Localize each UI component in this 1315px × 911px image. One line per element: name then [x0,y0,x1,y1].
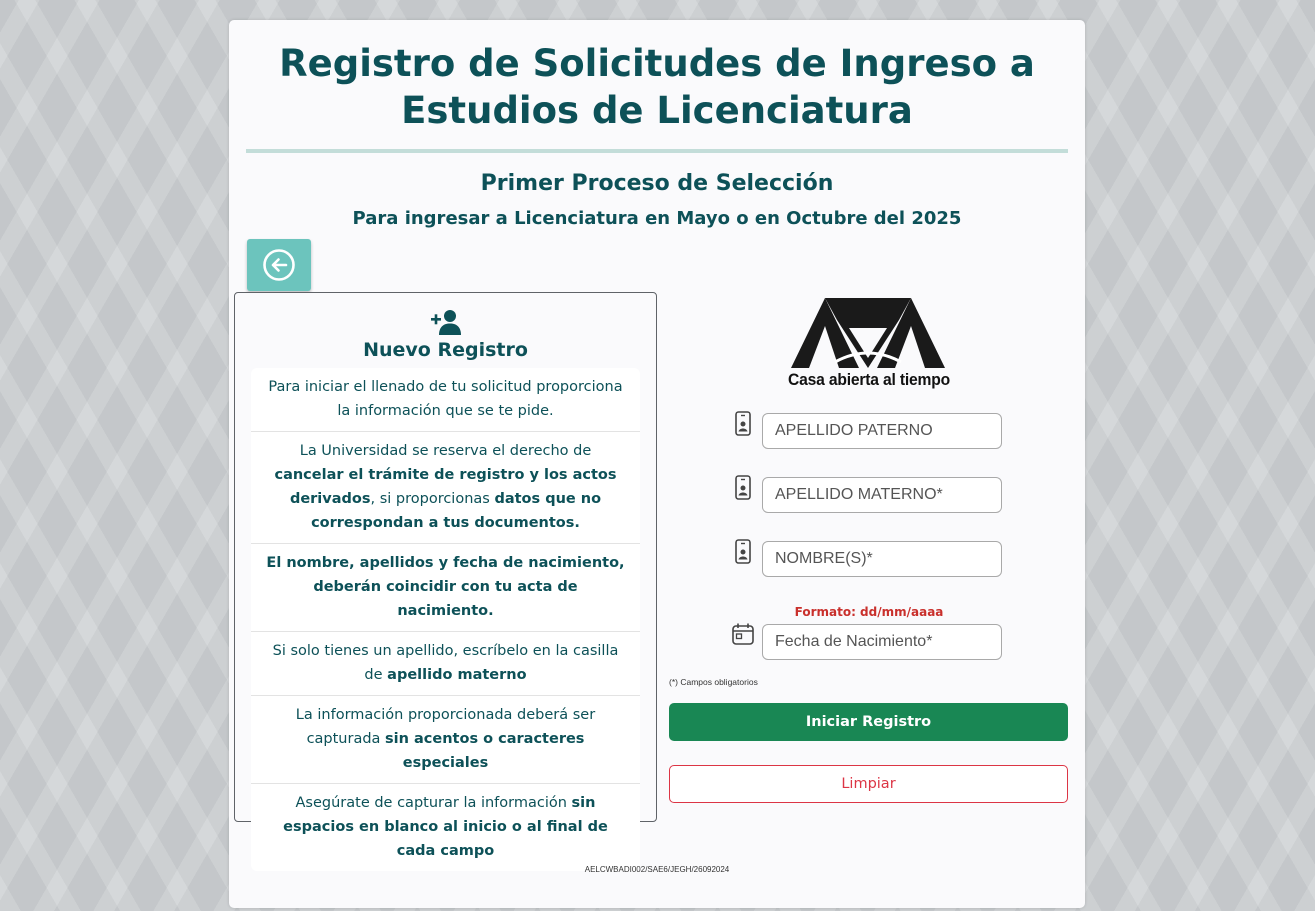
instruction-text: Asegúrate de capturar la información [295,795,572,811]
footer-code: AELCWBADI002/SAE6/JEGH/26092024 [584,865,730,874]
calendar-icon [731,622,755,646]
instruction-text: , si proporcionas [370,491,495,507]
process-subtitle: Primer Proceso de Selección [480,171,834,196]
apellido-paterno-field[interactable] [762,413,1002,449]
start-registration-button[interactable]: Iniciar Registro [669,703,1068,741]
instruction-emphasis: apellido materno [387,667,527,683]
apellido-materno-field[interactable] [762,477,1002,513]
instruction-item [251,784,640,871]
fecha-nacimiento-field[interactable] [762,624,1002,660]
instruction-emphasis: cancelar el trámite de registro y los actos derivados [274,467,617,507]
instruction-emphasis: sin acentos o caracteres especiales [385,731,585,771]
instruction-item [251,696,640,784]
id-badge-icon [732,539,754,565]
instruction-item [251,432,640,544]
logo-tagline: Casa abierta al tiempo [788,370,950,389]
instruction-item [251,632,640,696]
instruction-emphasis: datos que no correspondan a tus documentos. [311,491,602,531]
instruction-item [251,544,640,632]
instruction-item [251,368,640,432]
nombre-field[interactable] [762,541,1002,577]
instructions-list [251,368,640,871]
instruction-text: La información proporcionada deberá ser capturada [295,707,596,747]
registration-form [669,292,1069,812]
back-button[interactable] [247,239,311,291]
panel-title: Nuevo Registro [363,339,528,361]
id-badge-icon [732,475,754,501]
instruction-text: Si solo tienes un apellido, escríbelo en la casilla de [272,643,619,683]
registration-card [229,20,1085,908]
id-badge-icon [732,411,754,437]
admission-period-subtitle: Para ingresar a Licenciatura en Mayo o en Octubre del 2025 [352,208,962,229]
page-title-line2: Estudios de Licenciatura [401,89,913,132]
date-format-hint: Formato: dd/mm/aaaa [794,605,944,619]
instruction-text: La Universidad se reserva el derecho de [299,443,592,459]
clear-button[interactable]: Limpiar [669,765,1068,803]
page-title-line1: Registro de Solicitudes de Ingreso a [279,42,1035,85]
arrow-left-circle-icon [262,248,296,282]
info-panel [234,292,657,859]
instruction-emphasis: sin espacios en blanco al inicio o al final de cada campo [283,795,608,859]
instruction-text: Para iniciar el llenado de tu solicitud proporciona la información que se te pide. [268,379,623,419]
instruction-emphasis: El nombre, apellidos y fecha de nacimiento, deberán coincidir con tu acta de nacimiento. [266,555,625,619]
page-title [229,40,1085,134]
person-plus-icon [431,308,461,336]
required-fields-note: (*) Campos obligatorios [669,677,758,687]
title-divider [246,149,1068,153]
